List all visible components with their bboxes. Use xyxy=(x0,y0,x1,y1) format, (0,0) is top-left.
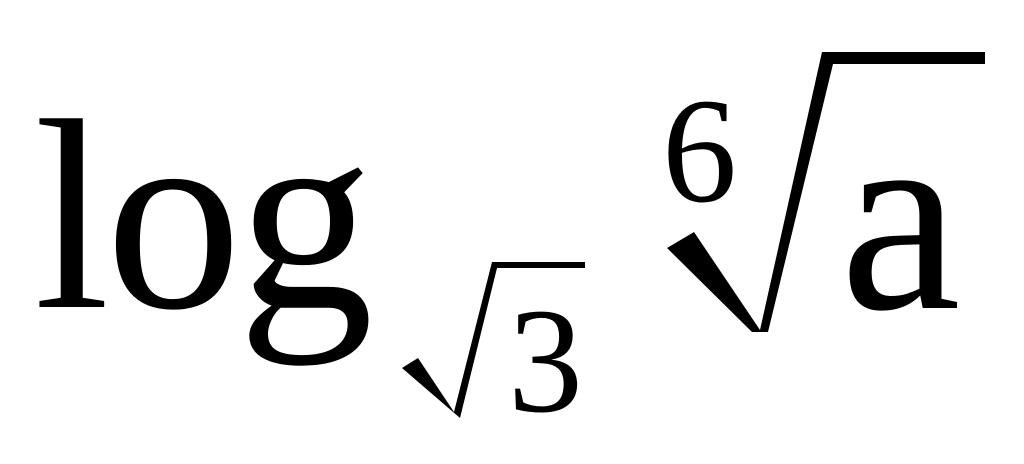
root-index: 6 xyxy=(662,68,737,234)
log-function-label: log xyxy=(34,65,370,366)
root-radicand: a xyxy=(840,66,961,367)
log-base-radicand: 3 xyxy=(508,278,583,444)
